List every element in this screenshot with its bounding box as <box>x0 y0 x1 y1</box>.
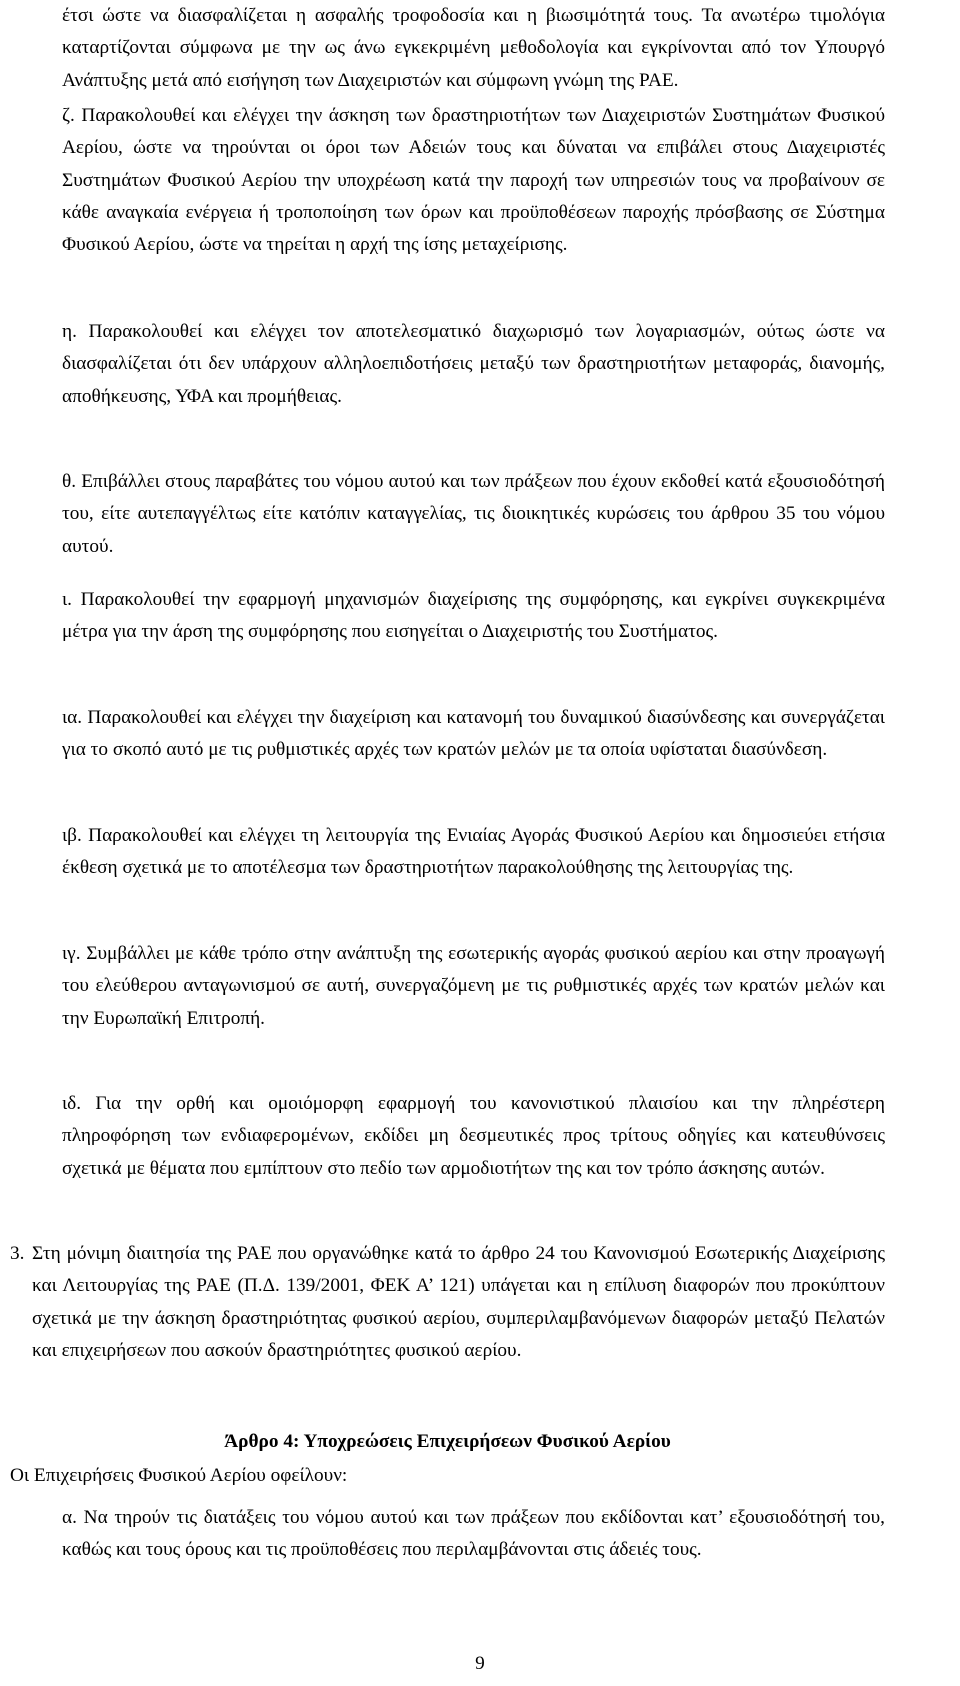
item-label: ια. <box>62 707 83 728</box>
list-item-theta <box>62 466 885 563</box>
list-item-iota <box>62 584 885 649</box>
item-label: θ. <box>62 471 77 492</box>
item-text: Συμβάλλει με κάθε τρόπο στην ανάπτυξη της εσωτερικής αγοράς φυσικού αερίου και στην προαγωγή του ελεύθερου ανταγωνισμού σε αυτή, συνεργαζόμενη με τις ρυθμιστικές αρχές των κρατών μελών και την Ευρωπαϊκή Επιτροπή. <box>62 943 885 1029</box>
item-label: ι. <box>62 589 73 610</box>
article-heading: Άρθρο 4: Υποχρεώσεις Επιχειρήσεων Φυσικού Αερίου <box>224 1431 671 1452</box>
item-text: Παρακολουθεί και ελέγχει τον αποτελεσματικό διαχωρισμό των λογαριασμών, ούτως ώστε να διασφαλίζεται ότι δεν υπάρχουν αλληλοεπιδοτήσεις μεταξύ των δραστηριοτήτων μεταφοράς, διανομής, αποθήκευσης, ΥΦΑ και προμήθειας. <box>62 321 885 407</box>
list-item-ib <box>62 820 885 885</box>
item-label: ιδ. <box>62 1093 82 1114</box>
continuation-paragraph: έτσι ώστε να διασφαλίζεται η ασφαλής τροφοδοσία και η βιωσιμότητά τους. Τα ανωτέρω τιμολόγια καταρτίζονται σύμφωνα με την ως άνω εγκεκριμένη μεθοδολογία και εγκρίνονται από τον Υπουργό Ανάπτυξης μετά από εισήγηση των Διαχειριστών και σύμφωνη γνώμη της ΡΑΕ. <box>62 5 885 91</box>
list-item-ig <box>62 938 885 1035</box>
numbered-paragraph-3 <box>10 1238 885 1367</box>
item-label: ιβ. <box>62 825 82 846</box>
list-item-id <box>62 1088 885 1185</box>
item-text: Επιβάλλει στους παραβάτες του νόμου αυτού και των πράξεων που έχουν εκδοθεί κατά εξουσιοδότησή του, είτε αυτεπαγγέλτως είτε κατόπιν καταγγελίας, τις διοικητικές κυρώσεις του άρθρου 35 του νόμου αυτού. <box>62 471 885 557</box>
item-text: Να τηρούν τις διατάξεις του νόμου αυτού και των πράξεων που εκδίδονται κατ’ εξουσιοδότησή του, καθώς και τους όρους και τις προϋποθέσεις που περιλαμβάνονται στις άδειές τους. <box>62 1507 885 1561</box>
page-number: 9 <box>475 1653 485 1674</box>
item-label: η. <box>62 321 77 342</box>
item-text: Για την ορθή και ομοιόμορφη εφαρμογή του κανονιστικού πλαισίου και την πληρέστερη πληροφόρηση των ενδιαφερομένων, εκδίδει μη δεσμευτικές προς τρίτους οδηγίες και κατευθύνσεις σχετικά με θέματα που εμπίπτουν στο πεδίο των αρμοδιοτήτων της και τον τρόπο άσκησης αυτών. <box>62 1093 885 1179</box>
paragraph-number: 3. <box>10 1243 25 1264</box>
item-label: ιγ. <box>62 943 81 964</box>
item-text: Παρακολουθεί και ελέγχει την διαχείριση και κατανομή του δυναμικού διασύνδεσης και συνεργάζεται για το σκοπό αυτό με τις ρυθμιστικές αρχές των κρατών μελών με τα οποία υφίσταται διασύνδεση. <box>62 707 885 761</box>
item-label: α. <box>62 1507 77 1528</box>
item-text: Παρακολουθεί και ελέγχει την άσκηση των δραστηριοτήτων των Διαχειριστών Συστημάτων Φυσικού Αερίου, ώστε να τηρούνται οι όροι των Αδειών τους και δύναται να επιβάλει στους Διαχειριστές Συστημάτων Φυσικού Αερίου την υποχρέωση κατά την παροχή των υπηρεσιών τους να προβαίνουν σε κάθε αναγκαία ενέργεια ή τροποποίηση των όρων και προϋποθέσεων παροχής πρόσβασης σε Σύστημα Φυσικού Αερίου, ώστε να τηρείται η αρχή της ίσης μεταχείρισης. <box>62 105 885 256</box>
item-text: Παρακολουθεί και ελέγχει τη λειτουργία της Ενιαίας Αγοράς Φυσικού Αερίου και δημοσιεύει ετήσια έκθεση σχετικά με το αποτέλεσμα των δραστηριοτήτων παρακολούθησης της λειτουργίας της. <box>62 825 886 879</box>
list-item-zeta <box>62 100 885 261</box>
article-item-alpha <box>62 1502 885 1567</box>
list-item-eta <box>62 316 885 413</box>
list-item-ia <box>62 702 885 767</box>
item-label: ζ. <box>62 105 75 126</box>
article-intro: Οι Επιχειρήσεις Φυσικού Αερίου οφείλουν: <box>10 1465 348 1486</box>
item-text: Παρακολουθεί την εφαρμογή μηχανισμών διαχείρισης της συμφόρησης, και εγκρίνει συγκεκριμένα μέτρα για την άρση της συμφόρησης που εισηγείται ο Διαχειριστής του Συστήματος. <box>62 589 885 643</box>
paragraph-text: Στη μόνιμη διαιτησία της ΡΑΕ που οργανώθηκε κατά το άρθρο 24 του Κανονισμού Εσωτερικής Διαχείρισης και Λειτουργίας της ΡΑΕ (Π.Δ. 139/2001, ΦΕΚ Α’ 121) υπάγεται και η επίλυση διαφορών που προκύπτουν σχετικά με την άσκηση δραστηριότητας φυσικού αερίου, συμπεριλαμβανόμενων διαφορών μεταξύ Πελατών και επιχειρήσεων που ασκούν δραστηριότητες φυσικού αερίου. <box>32 1243 885 1361</box>
